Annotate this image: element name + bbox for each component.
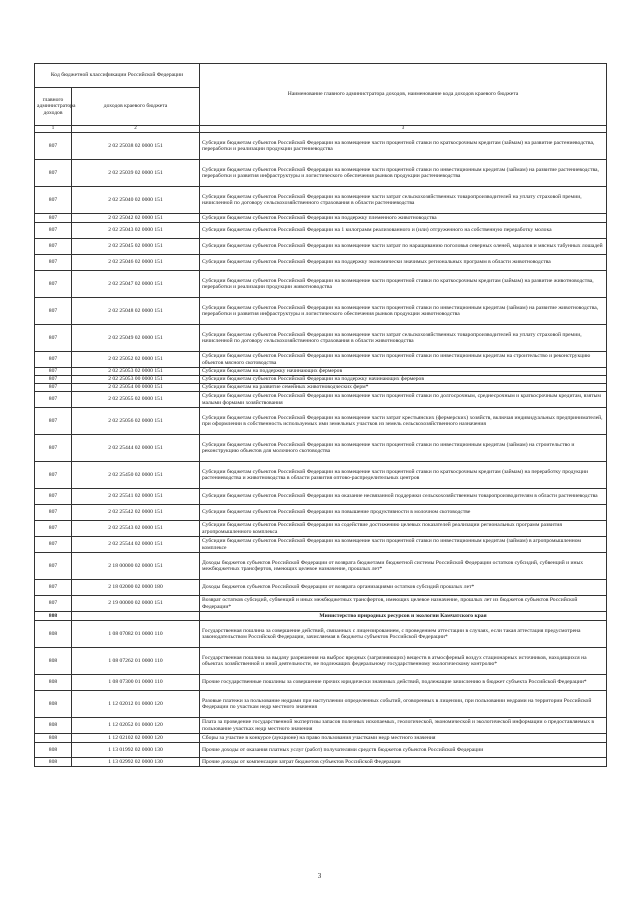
income-code-cell: 1 08 07262 01 0000 110 — [72, 648, 200, 675]
income-code-cell: 2 02 25544 02 0000 151 — [72, 537, 200, 553]
income-code-cell: 2 02 25040 02 0000 151 — [72, 187, 200, 214]
table-row — [35, 408, 607, 435]
table-row — [35, 239, 607, 255]
table-row — [35, 758, 607, 767]
table-row — [35, 325, 607, 352]
table-row — [35, 435, 607, 462]
admin-code-cell: 807 — [35, 298, 72, 325]
admin-code-cell: 807 — [35, 352, 72, 368]
income-code-cell: 2 02 25047 02 0000 151 — [72, 271, 200, 298]
admin-code-cell: 808 — [35, 718, 72, 734]
admin-code-cell: 808 — [35, 691, 72, 718]
admin-code-cell: 807 — [35, 271, 72, 298]
income-code-cell: 2 02 25541 02 0000 151 — [72, 489, 200, 505]
admin-code-cell: 808 — [35, 675, 72, 691]
table-row — [35, 553, 607, 580]
admin-code-cell: 807 — [35, 553, 72, 580]
description-cell: Субсидии бюджетам субъектов Российской Федерации на возмещение части процентной ставки по краткосрочным кредитам (займам) на развитие растениеводства, переработки и реализации продукции растениеводства — [200, 133, 607, 160]
description-cell: Министерство природных ресурсов и экологии Камчатского края — [200, 612, 607, 621]
table-row — [35, 255, 607, 271]
admin-code-cell: 807 — [35, 376, 72, 384]
income-code-cell: 1 13 01992 02 0000 130 — [72, 743, 200, 758]
table-row — [35, 133, 607, 160]
admin-code-cell: 807 — [35, 160, 72, 187]
name-header: Наименование главного администратора доходов, наименование кода доходов краевого бюджета — [200, 64, 607, 126]
admin-code-cell: 807 — [35, 580, 72, 596]
description-cell: Субсидии бюджетам субъектов Российской Федерации на возмещение части процентной ставки по инвестиционным кредитам (займам) на развитие животноводства, переработки и развития инфраструктуры и логистического обеспечения рынков продукции животноводства — [200, 298, 607, 325]
description-cell: Субсидии бюджетам субъектов Российской Федерации на возмещение части процентной ставки по инвестиционным кредитам (займам) на развитие растениеводства, переработки и развития инфраструктуры и логистического обеспечения рынков продукции растениеводства — [200, 160, 607, 187]
income-code-cell — [72, 612, 200, 621]
description-cell: Прочие государственные пошлины за совершение прочих юридически значимых действий, подлежащие зачислению в бюджет субъекта Российской Федерации* — [200, 675, 607, 691]
income-code-cell: 2 02 25543 02 0000 151 — [72, 521, 200, 537]
table-row — [35, 718, 607, 734]
admin-code-cell: 807 — [35, 214, 72, 223]
admin-code-cell: 807 — [35, 435, 72, 462]
admin-code-cell: 808 — [35, 621, 72, 648]
income-code-cell: 2 02 25444 02 0000 151 — [72, 435, 200, 462]
table-row — [35, 352, 607, 368]
table-row — [35, 271, 607, 298]
admin-code-cell: 807 — [35, 489, 72, 505]
description-cell: Государственная пошлина за выдачу разрешения на выброс вредных (загрязняющих) веществ в атмосферный воздух стационарных источников, находящихся на объектах хозяйственной и иной деятельности, не подлежащих федеральному государственному экологическому контролю* — [200, 648, 607, 675]
description-cell: Субсидии бюджетам субъектов Российской Федерации на поддержку племенного животноводства — [200, 214, 607, 223]
income-code-cell: 1 13 02992 02 0000 130 — [72, 758, 200, 767]
description-cell: Субсидии бюджетам субъектов Российской Федерации на возмещение части процентной ставки по инвестиционным кредитам (займам) в агропромышленном комплексе — [200, 537, 607, 553]
table-row — [35, 537, 607, 553]
description-cell: Прочие доходы от оказания платных услуг (работ) получателями средств бюджетов субъектов Российской Федерации — [200, 743, 607, 758]
income-code-cell: 1 12 02102 02 0000 120 — [72, 734, 200, 743]
table-row — [35, 521, 607, 537]
admin-code-cell: 807 — [35, 187, 72, 214]
income-codes-table — [34, 63, 607, 767]
table-row — [35, 462, 607, 489]
income-code-cell: 2 02 25053 02 0000 151 — [72, 368, 200, 376]
admin-code-cell: 807 — [35, 239, 72, 255]
admin-code-cell: 807 — [35, 521, 72, 537]
table-row — [35, 648, 607, 675]
table-row — [35, 734, 607, 743]
table-row — [35, 621, 607, 648]
income-code-cell: 2 18 02000 02 0000 180 — [72, 580, 200, 596]
income-code-cell: 2 02 25046 02 0000 151 — [72, 255, 200, 271]
income-code-cell: 2 02 25049 02 0000 151 — [72, 325, 200, 352]
admin-header: главного администратора доходов — [35, 88, 72, 126]
description-cell: Субсидии бюджетам субъектов Российской Федерации на возмещение части процентной ставки по краткосрочным кредитам (займам) на развитие животноводства, переработки и реализации продукции животноводства — [200, 271, 607, 298]
description-cell: Субсидии бюджетам субъектов Российской Федерации на возмещение части затрат по наращиванию поголовья северных оленей, маралов и мясных табунных лошадей — [200, 239, 607, 255]
income-code-cell: 2 02 25039 02 0000 151 — [72, 160, 200, 187]
table-row — [35, 187, 607, 214]
income-code-cell: 2 02 25052 02 0000 151 — [72, 352, 200, 368]
table-row — [35, 505, 607, 521]
kbk-header: Код бюджетной классификации Российской Федерации — [35, 64, 200, 88]
description-cell: Субсидии бюджетам субъектов Российской Федерации на возмещение части затрат сельскохозяйственных товаропроизводителей на уплату страховой премии, начисленной по договору сельскохозяйственного страхования в области животноводства — [200, 325, 607, 352]
table-row — [35, 160, 607, 187]
table-row — [35, 489, 607, 505]
income-code-cell: 1 12 02012 01 0000 120 — [72, 691, 200, 718]
admin-code-cell: 807 — [35, 368, 72, 376]
admin-code-cell: 807 — [35, 255, 72, 271]
table-row — [35, 384, 607, 392]
table-row — [35, 368, 607, 376]
description-cell: Плата за проведение государственной экспертизы запасов полезных ископаемых, геологической, экономической и экологической информации о предоставляемых в пользование участках недр местного значения — [200, 718, 607, 734]
description-cell: Прочие доходы от компенсации затрат бюджетов субъектов Российской Федерации — [200, 758, 607, 767]
income-code-cell: 2 02 25450 02 0000 151 — [72, 462, 200, 489]
description-cell: Субсидии бюджетам субъектов Российской Федерации на поддержку экономически значимых региональных программ в области животноводства — [200, 255, 607, 271]
income-code-cell: 2 18 00000 02 0000 151 — [72, 553, 200, 580]
column-number: 1 — [35, 126, 72, 133]
income-code-cell: 2 02 25054 00 0000 151 — [72, 384, 200, 392]
admin-code-cell: 807 — [35, 384, 72, 392]
income-code-cell: 2 02 25542 02 0000 151 — [72, 505, 200, 521]
table-row — [35, 376, 607, 384]
table-row — [35, 580, 607, 596]
description-cell: Государственная пошлина за совершение действий, связанных с лицензированием, с проведением аттестации в случаях, если такая аттестация предусмотрена законодательством Российской Федерации, зачисляемая в бюджеты субъектов Российской Федерации* — [200, 621, 607, 648]
description-cell: Сборы за участие в конкурсе (аукционе) на право пользования участками недр местного значения — [200, 734, 607, 743]
table-row — [35, 596, 607, 612]
income-code-cell: 2 02 25048 02 0000 151 — [72, 298, 200, 325]
description-cell: Субсидии бюджетам субъектов Российской Федерации на 1 килограмм реализованного и (или) отгруженного на собственную переработку молока — [200, 223, 607, 239]
admin-code-cell: 808 — [35, 648, 72, 675]
page-number: 3 — [317, 872, 322, 880]
income-code-cell: 2 02 25055 02 0000 151 — [72, 392, 200, 408]
description-cell: Возврат остатков субсидий, субвенций и иных межбюджетных трансфертов, имеющих целевое назначение, прошлых лет из бюджетов субъектов Российской Федерации* — [200, 596, 607, 612]
description-cell: Разовые платежи за пользование недрами при наступлении определенных событий, оговоренных в лицензии, при пользовании недрами на территории Российской Федерации по участкам недр местного значения — [200, 691, 607, 718]
admin-code-cell: 808 — [35, 612, 72, 621]
table-row — [35, 392, 607, 408]
description-cell: Субсидии бюджетам субъектов Российской Федерации на возмещение части процентной ставки по краткосрочным кредитам (займам) на переработку продукции растениеводства и животноводства в области развития оптово-распределительных центров — [200, 462, 607, 489]
admin-code-cell: 807 — [35, 596, 72, 612]
income-header: доходов краевого бюджета — [72, 88, 200, 126]
admin-code-cell: 808 — [35, 734, 72, 743]
description-cell: Субсидии бюджетам субъектов Российской Федерации на оказание несвязанной поддержки сельскохозяйственным товаропроизводителям в области растениеводства — [200, 489, 607, 505]
income-code-cell: 2 02 25043 02 0000 151 — [72, 223, 200, 239]
table-row — [35, 743, 607, 758]
admin-code-cell: 808 — [35, 758, 72, 767]
income-code-cell: 1 12 02052 01 0000 120 — [72, 718, 200, 734]
description-cell: Субсидии бюджетам на поддержку начинающих фермеров — [200, 368, 607, 376]
column-number: 2 — [72, 126, 200, 133]
income-code-cell: 2 02 25038 02 0000 151 — [72, 133, 200, 160]
income-code-cell: 1 08 07300 01 0000 110 — [72, 675, 200, 691]
table-row — [35, 223, 607, 239]
admin-code-cell: 808 — [35, 743, 72, 758]
description-cell: Субсидии бюджетам субъектов Российской Федерации на возмещение части затрат крестьянских (фермерских) хозяйств, включая индивидуальных предпринимателей, при оформлении в собственность используемых ими земельных участков из земель сельскохозяйственного назначения — [200, 408, 607, 435]
description-cell: Субсидии бюджетам субъектов Российской Федерации на содействие достижению целевых показателей реализации региональных программ развития агропромышленного комплекса — [200, 521, 607, 537]
table-row — [35, 214, 607, 223]
admin-code-cell: 807 — [35, 505, 72, 521]
table-row — [35, 691, 607, 718]
admin-code-cell: 807 — [35, 408, 72, 435]
admin-code-cell: 807 — [35, 537, 72, 553]
admin-code-cell: 807 — [35, 325, 72, 352]
table-row — [35, 298, 607, 325]
description-cell: Субсидии бюджетам субъектов Российской Федерации на возмещение части процентной ставки по долгосрочным, среднесрочным и краткосрочным кредитам, взятым малыми формами хозяйствования — [200, 392, 607, 408]
admin-code-cell: 807 — [35, 462, 72, 489]
table-row — [35, 675, 607, 691]
income-code-cell: 2 02 25056 02 0000 151 — [72, 408, 200, 435]
table-body — [35, 133, 607, 767]
description-cell: Субсидии бюджетам субъектов Российской Федерации на возмещение части процентной ставки по инвестиционным кредитам (займам) на строительство и реконструкцию объектов для молочного скотоводства — [200, 435, 607, 462]
column-number: 3 — [200, 126, 607, 133]
income-code-cell: 2 02 25042 02 0000 151 — [72, 214, 200, 223]
description-cell: Субсидии бюджетам субъектов Российской Федерации на повышение продуктивности в молочном скотоводстве — [200, 505, 607, 521]
description-cell: Субсидии бюджетам субъектов Российской Федерации на возмещение части процентной ставки по инвестиционным кредитам на строительство и реконструкцию объектов мясного скотоводства — [200, 352, 607, 368]
income-code-cell: 1 08 07082 01 0000 110 — [72, 621, 200, 648]
description-cell: Субсидии бюджетам на развитие семейных животноводческих ферм* — [200, 384, 607, 392]
admin-code-cell: 807 — [35, 392, 72, 408]
income-code-cell: 2 19 00000 02 0000 151 — [72, 596, 200, 612]
description-cell: Доходы бюджетов субъектов Российской Федерации от возврата организациями остатков субсидий прошлых лет* — [200, 580, 607, 596]
document-page — [34, 63, 606, 767]
admin-code-cell: 807 — [35, 133, 72, 160]
description-cell: Субсидии бюджетам субъектов Российской Федерации на возмещение части затрат сельскохозяйственных товаропроизводителей на уплату страховой премии, начисленной по договору сельскохозяйственного страхования в области растениеводства — [200, 187, 607, 214]
income-code-cell: 2 02 25053 00 0000 151 — [72, 376, 200, 384]
description-cell: Доходы бюджетов субъектов Российской Федерации от возврата бюджетами бюджетной системы Российской Федерации остатков субсидий, субвенций и иных межбюджетных трансфертов, имеющих целевое назначение, прошлых лет* — [200, 553, 607, 580]
description-cell: Субсидии бюджетам субъектов Российской Федерации на поддержку начинающих фермеров — [200, 376, 607, 384]
income-code-cell: 2 02 25045 02 0000 151 — [72, 239, 200, 255]
section-row — [35, 612, 607, 621]
admin-code-cell: 807 — [35, 223, 72, 239]
